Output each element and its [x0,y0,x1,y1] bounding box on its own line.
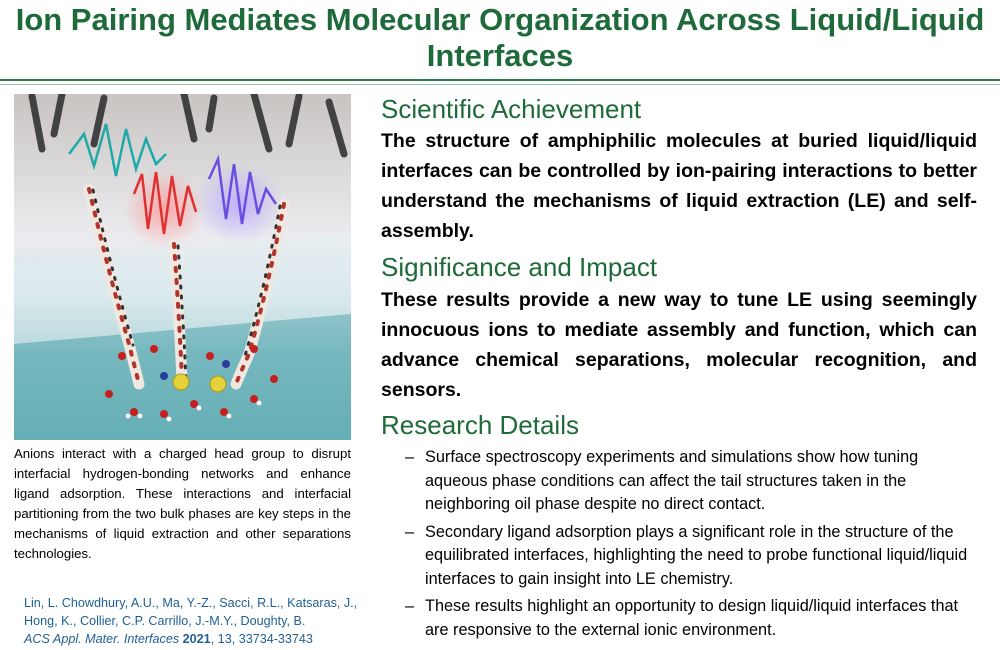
molecular-simulation-figure [14,94,351,440]
list-item: – These results highlight an opportunity to design liquid/liquid interfaces that are responsive to the external ionic environment. [405,595,980,642]
title-divider-thin [0,84,1000,85]
reference-details: , 13, 33734-33743 [210,632,313,646]
title-divider [0,79,1000,81]
list-item: – Secondary ligand adsorption plays a significant role in the structure of the equilibrated interfaces, highlighting the need to probe functional liquid/liquid interfaces to gain insight into LE chemistry. [405,521,980,592]
reference-year: 2021 [182,632,211,646]
page-title: Ion Pairing Mediates Molecular Organization Across Liquid/Liquid Interfaces [15,2,985,73]
list-item: – Surface spectroscopy experiments and simulations show how tuning aqueous phase conditions can affect the tail structures taken in the neighboring oil phase despite no direct contact. [405,446,980,517]
research-details-heading: Research Details [381,410,579,440]
figure-caption: Anions interact with a charged head group to disrupt interfacial hydrogen-bonding networks and enhance ligand adsorption. These interactions and interfacial partitioning from the two bulk phases are key steps in the mechanisms of liquid extraction and other separations technologies. [14,446,351,561]
research-details-list [405,446,980,646]
reference-citation [24,594,384,648]
significance-impact-text: These results provide a new way to tune LE using seemingly innocuous ions to mediate assembly and function, which can advance chemical separations, molecular recognition, and sensors. [381,289,977,401]
reference-journal: ACS Appl. Mater. Interfaces [24,632,180,646]
scientific-achievement-heading: Scientific Achievement [381,94,642,124]
significance-impact-heading: Significance and Impact [381,252,658,282]
reference-authors: Lin, L. Chowdhury, A.U., Ma, Y.-Z., Sacci, R.L., Katsaras, J., Hong, K., Collier, C.P. Carrillo, J.-M.Y., Doughty, B. [24,596,358,628]
scientific-achievement-text: The structure of amphiphilic molecules at buried liquid/liquid interfaces can be controlled by ion-pairing interactions to better understand the mechanisms of liquid extraction (LE) and self-assembly. [381,130,977,242]
